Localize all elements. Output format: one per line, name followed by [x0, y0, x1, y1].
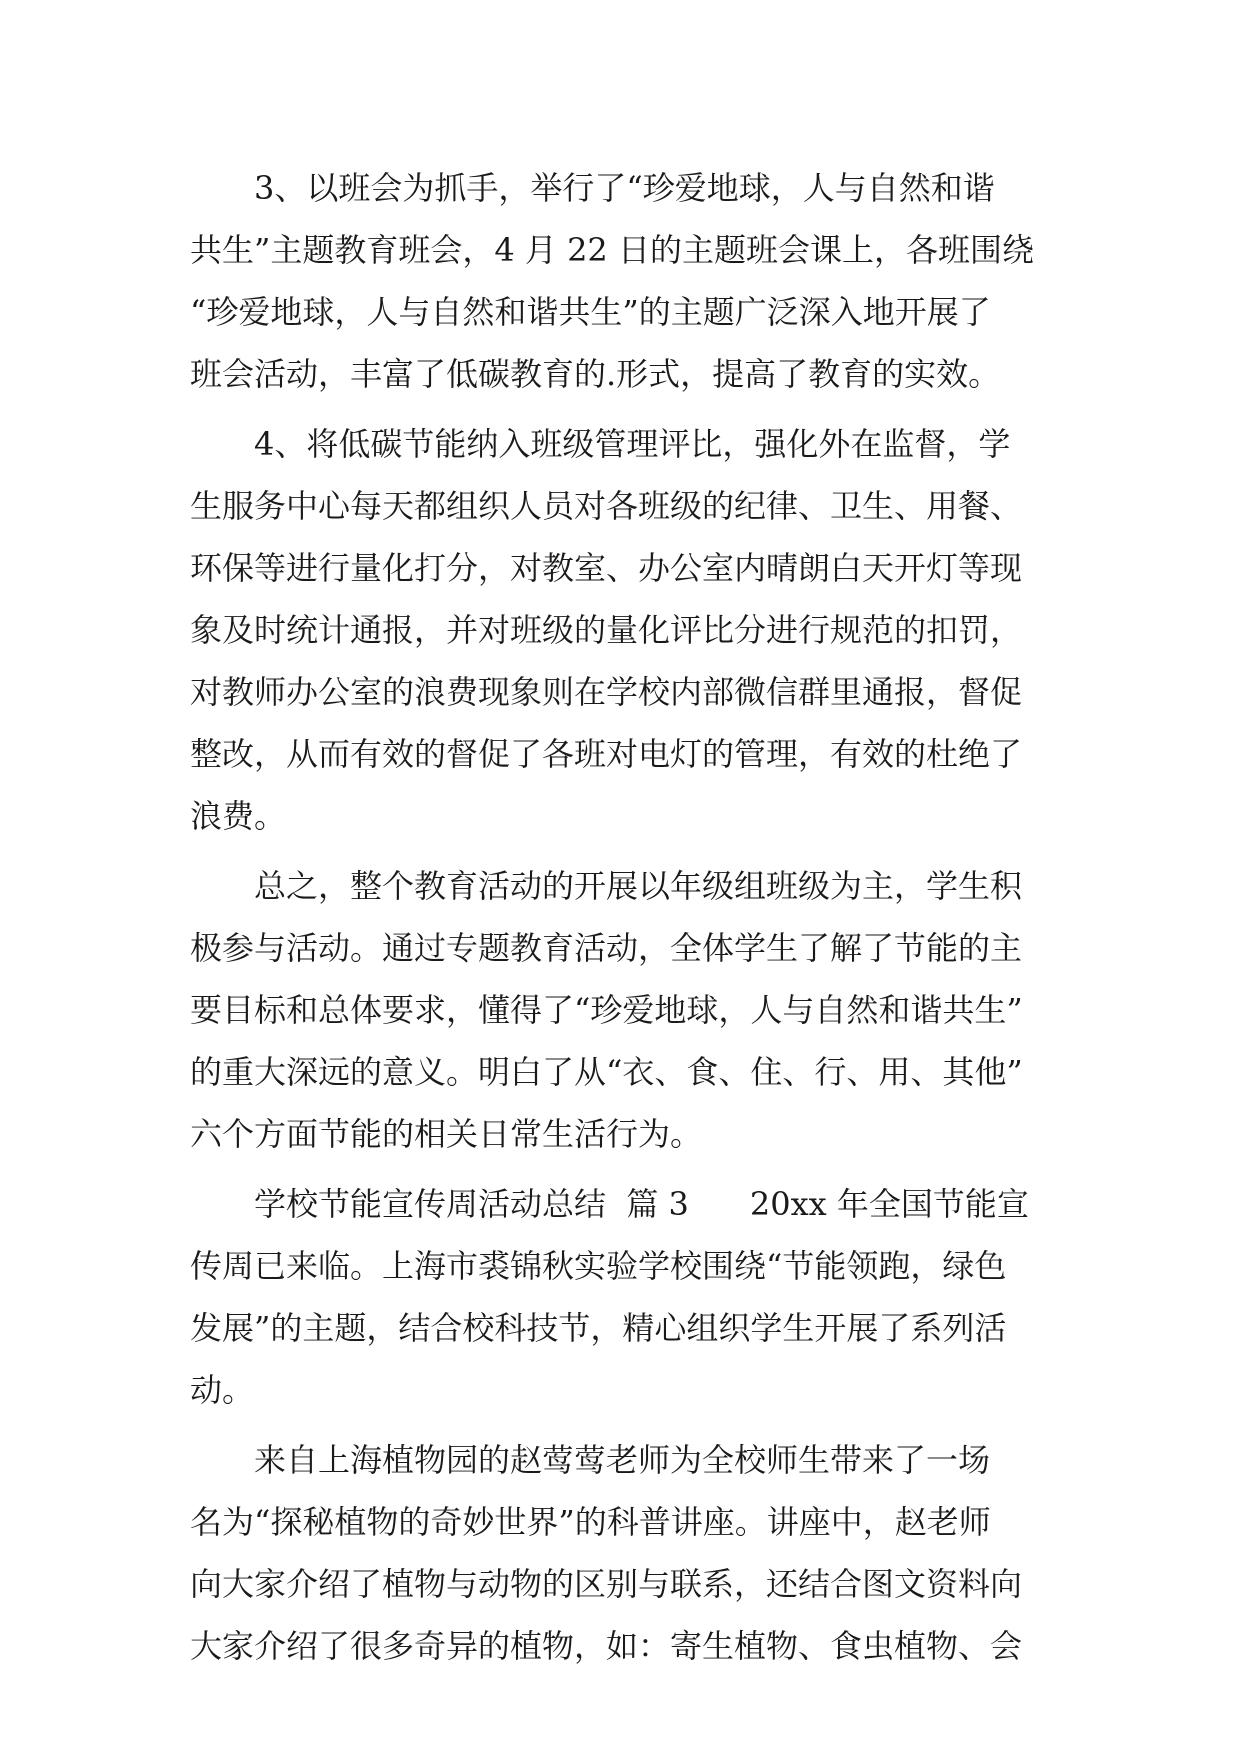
text-line: 要目标和总体要求，懂得了“珍爱地球，人与自然和谐共生” [190, 991, 1023, 1029]
text-line: 发展”的主题，结合校科技节，精心组织学生开展了系列活 [190, 1309, 1007, 1347]
text-line: 来自上海植物园的赵莺莺老师为全校师生带来了一场 [254, 1441, 991, 1479]
paragraph-gap [190, 1421, 1050, 1429]
text-line: 浪费。 [190, 797, 287, 835]
paragraph-class-management [190, 413, 1050, 847]
paragraph-class-meeting [190, 157, 1050, 405]
text-line: 动。 [190, 1371, 255, 1409]
paragraph-lecture [190, 1429, 1050, 1677]
text-line: 象及时统计通报，并对班级的量化评比分进行规范的扣罚， [190, 611, 1023, 649]
document-body [190, 157, 1050, 1677]
text-line: 向大家介绍了植物与动物的区别与联系，还结合图文资料向 [190, 1565, 1023, 1603]
text-line: 3、以班会为抓手，举行了“珍爱地球，人与自然和谐 [254, 169, 995, 207]
text-line: 总之，整个教育活动的开展以年级组班级为主，学生积 [254, 867, 1023, 905]
text-line: 4、将低碳节能纳入班级管理评比，强化外在监督，学 [254, 425, 1011, 463]
paragraph-gap [190, 1165, 1050, 1173]
text-line: 班会活动，丰富了低碳教育的.形式，提高了教育的实效。 [190, 355, 1001, 393]
text-line: 极参与活动。通过专题教育活动，全体学生了解了节能的主 [190, 929, 1023, 967]
text-line: 学校节能宣传周活动总结 篇 3 20xx 年全国节能宣 [254, 1185, 1029, 1223]
text-line: 对教师办公室的浪费现象则在学校内部微信群里通报，督促 [190, 673, 1023, 711]
text-line: 环保等进行量化打分，对教室、办公室内晴朗白天开灯等现 [190, 549, 1023, 587]
paragraph-gap [190, 405, 1050, 413]
text-line: “珍爱地球，人与自然和谐共生”的主题广泛深入地开展了 [190, 293, 991, 331]
text-line: 整改，从而有效的督促了各班对电灯的管理，有效的杜绝了 [190, 735, 1023, 773]
paragraph-gap [190, 847, 1050, 855]
paragraph-section-3 [190, 1173, 1050, 1421]
text-line: 大家介绍了很多奇异的植物，如：寄生植物、食虫植物、会 [190, 1627, 1023, 1665]
text-line: 六个方面节能的相关日常生活行为。 [190, 1115, 703, 1153]
text-line: 的重大深远的意义。明白了从“衣、食、住、行、用、其他” [190, 1053, 1023, 1091]
text-line: 名为“探秘植物的奇妙世界”的科普讲座。讲座中，赵老师 [190, 1503, 991, 1541]
paragraph-summary [190, 855, 1050, 1165]
text-line: 传周已来临。上海市裘锦秋实验学校围绕“节能领跑，绿色 [190, 1247, 1007, 1285]
text-line: 生服务中心每天都组织人员对各班级的纪律、卫生、用餐、 [190, 487, 1023, 525]
text-line: 共生”主题教育班会，4 月 22 日的主题班会课上，各班围绕 [190, 231, 1034, 269]
